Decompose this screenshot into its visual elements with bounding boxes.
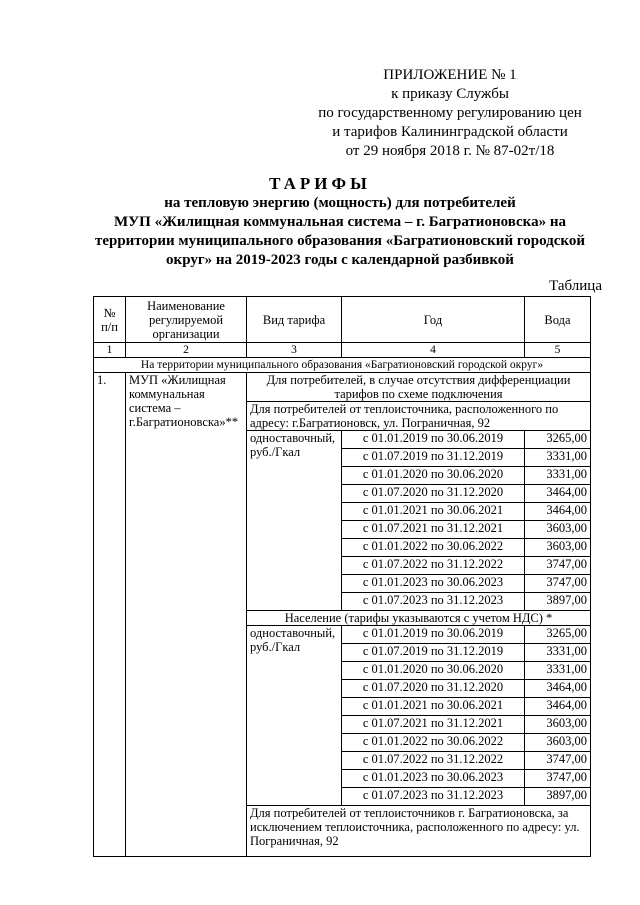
period: с 01.07.2020 по 31.12.2020 — [342, 680, 525, 698]
period: с 01.07.2021 по 31.12.2021 — [342, 716, 525, 734]
section-header: Для потребителей от теплоисточников г. Багратионовска, за исключением теплоисточника, расположенного по адресу: ул. Пограничная, 92 — [247, 806, 591, 857]
tariff-value: 3464,00 — [525, 680, 591, 698]
tariff-table — [93, 296, 591, 857]
period: с 01.07.2021 по 31.12.2021 — [342, 521, 525, 539]
appendix-line: от 29 ноября 2018 г. № 87-02т/18 — [345, 143, 555, 159]
tariff-value: 3747,00 — [525, 770, 591, 788]
section-header: Для потребителей от теплоисточника, расположенного по адресу: г.Багратионовск, ул. Пограничная, 92 — [247, 402, 591, 431]
tariff-type: одноставочный, руб./Гкал — [247, 626, 342, 806]
tariff-value: 3747,00 — [525, 575, 591, 593]
appendix-line: к приказу Службы — [391, 86, 509, 102]
period: с 01.01.2023 по 30.06.2023 — [342, 770, 525, 788]
period: с 01.01.2019 по 30.06.2019 — [342, 626, 525, 644]
section-header: Население (тарифы указываются с учетом НДС) * — [247, 611, 591, 626]
organization-name: МУП «Жилищная коммунальная система – г.Багратионовска»** — [126, 373, 247, 857]
tariff-value: 3897,00 — [525, 788, 591, 806]
period: с 01.01.2022 по 30.06.2022 — [342, 539, 525, 557]
table-label: Таблица — [549, 278, 602, 294]
tariff-value: 3265,00 — [525, 626, 591, 644]
period: с 01.07.2020 по 31.12.2020 — [342, 485, 525, 503]
subtitle-line: округ» на 2019-2023 годы с календарной разбивкой — [166, 252, 514, 268]
tariff-value: 3464,00 — [525, 698, 591, 716]
tariff-value: 3331,00 — [525, 467, 591, 485]
header-water: Вода — [525, 297, 591, 343]
appendix-line: и тарифов Калининградской области — [332, 124, 568, 140]
header-year: Год — [342, 297, 525, 343]
tariff-value: 3331,00 — [525, 662, 591, 680]
header-number: № п/п — [94, 297, 126, 343]
territory-cell: На территории муниципального образования «Багратионовский городской округ» — [94, 358, 591, 373]
period: с 01.07.2023 по 31.12.2023 — [342, 593, 525, 611]
period: с 01.01.2020 по 30.06.2020 — [342, 662, 525, 680]
tariff-value: 3331,00 — [525, 644, 591, 662]
column-number: 2 — [126, 343, 247, 358]
row-number: 1. — [94, 373, 126, 857]
table-header-row — [94, 297, 591, 343]
tariff-value: 3331,00 — [525, 449, 591, 467]
subtitle-line: МУП «Жилищная коммунальная система – г. Багратионовска» на — [114, 214, 566, 230]
subtitle-line: территории муниципального образования «Багратионовский городской — [94, 233, 586, 249]
tariff-value: 3464,00 — [525, 485, 591, 503]
tariff-value: 3265,00 — [525, 431, 591, 449]
period: с 01.07.2019 по 31.12.2019 — [342, 449, 525, 467]
appendix-line: по государственному регулированию цен — [318, 105, 582, 121]
group-header-row — [94, 373, 591, 402]
header-tariff-type: Вид тарифа — [247, 297, 342, 343]
period: с 01.07.2022 по 31.12.2022 — [342, 752, 525, 770]
period: с 01.01.2023 по 30.06.2023 — [342, 575, 525, 593]
period: с 01.07.2019 по 31.12.2019 — [342, 644, 525, 662]
period: с 01.01.2019 по 30.06.2019 — [342, 431, 525, 449]
column-number-row — [94, 343, 591, 358]
tariff-value: 3603,00 — [525, 539, 591, 557]
tariff-value: 3897,00 — [525, 593, 591, 611]
column-number: 3 — [247, 343, 342, 358]
document-subtitle — [80, 194, 600, 270]
period: с 01.07.2023 по 31.12.2023 — [342, 788, 525, 806]
subtitle-line: на тепловую энергию (мощность) для потребителей — [164, 195, 516, 211]
tariff-value: 3747,00 — [525, 557, 591, 575]
column-number: 4 — [342, 343, 525, 358]
appendix-line: ПРИЛОЖЕНИЕ № 1 — [383, 67, 517, 83]
column-number: 1 — [94, 343, 126, 358]
column-number: 5 — [525, 343, 591, 358]
territory-row — [94, 358, 591, 373]
tariff-value: 3603,00 — [525, 734, 591, 752]
tariff-value: 3747,00 — [525, 752, 591, 770]
period: с 01.07.2022 по 31.12.2022 — [342, 557, 525, 575]
document-title: ТАРИФЫ — [269, 174, 371, 193]
period: с 01.01.2022 по 30.06.2022 — [342, 734, 525, 752]
tariff-type: одноставочный, руб./Гкал — [247, 431, 342, 611]
period: с 01.01.2021 по 30.06.2021 — [342, 503, 525, 521]
tariff-value: 3603,00 — [525, 521, 591, 539]
header-organization: Наименование регулируемой организации — [126, 297, 247, 343]
group-header: Для потребителей, в случае отсутствия дифференциации тарифов по схеме подключения — [247, 373, 591, 402]
tariff-value: 3464,00 — [525, 503, 591, 521]
period: с 01.01.2021 по 30.06.2021 — [342, 698, 525, 716]
period: с 01.01.2020 по 30.06.2020 — [342, 467, 525, 485]
appendix-block — [300, 66, 600, 161]
tariff-value: 3603,00 — [525, 716, 591, 734]
